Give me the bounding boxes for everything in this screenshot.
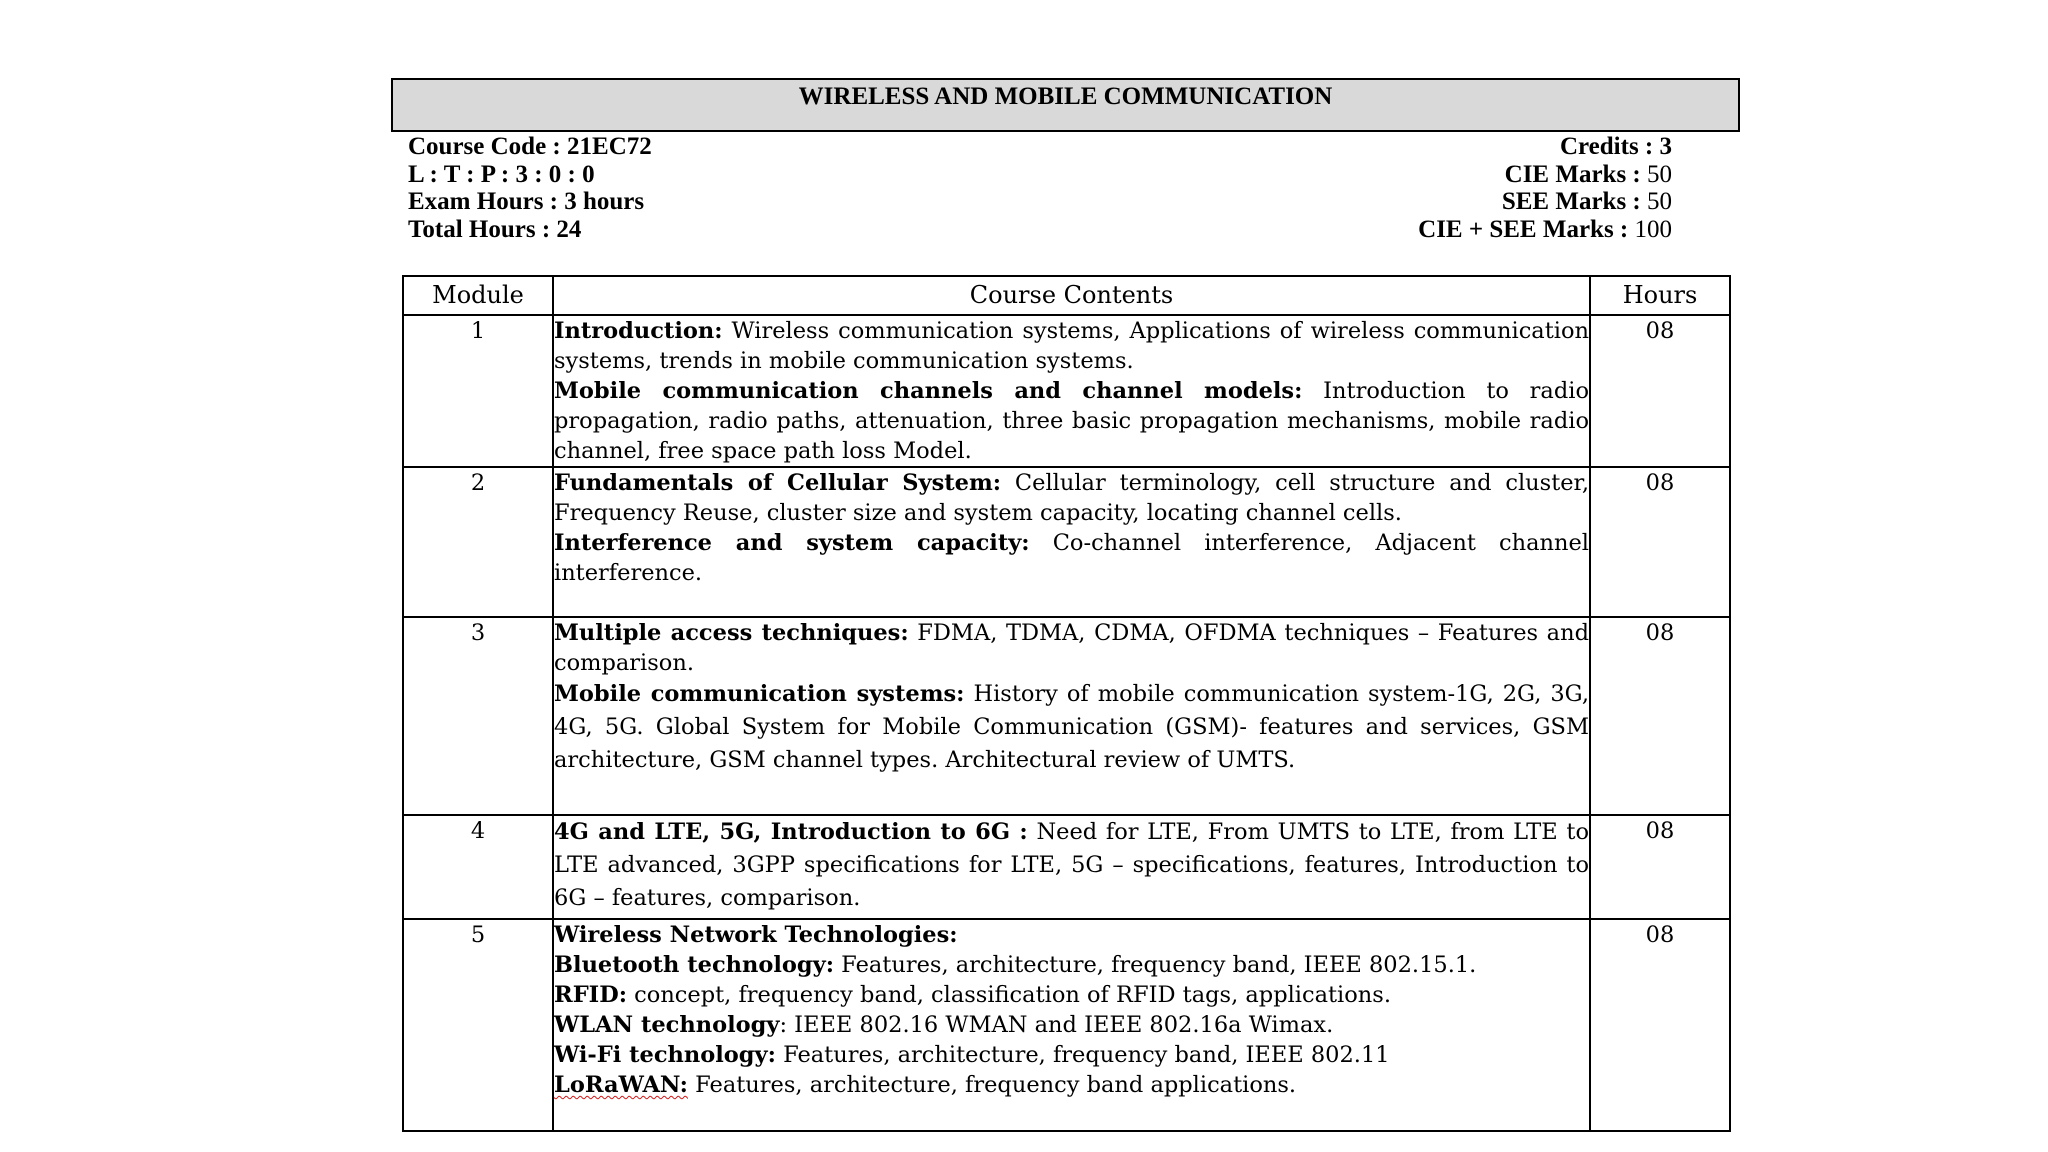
total-hours-line xyxy=(408,216,652,244)
course-code-value: 21EC72 xyxy=(567,133,652,160)
topic-heading: Introduction: xyxy=(554,318,723,344)
total-hours-value: 24 xyxy=(556,215,582,243)
topic-heading: Bluetooth technology: xyxy=(554,952,835,978)
topic-heading: Interference and system capacity: xyxy=(554,530,1030,556)
module-contents xyxy=(553,617,1590,815)
content-paragraph xyxy=(554,678,1589,777)
topic-heading: Wi-Fi technology: xyxy=(554,1042,776,1068)
module-contents xyxy=(553,815,1590,919)
topic-heading: WLAN technology xyxy=(554,1012,780,1038)
module-header: Module xyxy=(403,276,553,315)
ltp-value: T : P : 3 : 0 : 0 xyxy=(443,160,595,188)
cie-marks-value: 50 xyxy=(1647,160,1672,188)
topic-text: Introduction to radio propagation, radio paths, attenuation, three basic propagation mechanisms, mobile radio channel, free space path loss Model. xyxy=(554,378,1589,464)
module-hours: 08 xyxy=(1590,617,1730,815)
content-paragraph xyxy=(554,980,1589,1010)
table-row xyxy=(403,315,1730,467)
content-paragraph xyxy=(554,316,1589,376)
cie-marks-line xyxy=(1418,161,1672,189)
module-number: 5 xyxy=(403,919,553,1131)
topic-text: FDMA, TDMA, CDMA, OFDMA techniques – Features and comparison. xyxy=(554,620,1589,676)
module-number: 4 xyxy=(403,815,553,919)
course-contents-table xyxy=(402,275,1731,1132)
content-paragraph xyxy=(554,920,1589,950)
table-row xyxy=(403,467,1730,617)
content-paragraph xyxy=(554,528,1589,588)
content-paragraph xyxy=(554,376,1589,466)
module-hours: 08 xyxy=(1590,919,1730,1131)
see-marks-value: 50 xyxy=(1647,188,1672,215)
cie-see-marks-value: 100 xyxy=(1634,215,1672,243)
module-number: 3 xyxy=(403,617,553,815)
content-paragraph xyxy=(554,1040,1589,1070)
exam-hours-line xyxy=(408,188,652,216)
hours-header: Hours xyxy=(1590,276,1730,315)
topic-text: Features, architecture, frequency band applications. xyxy=(687,1072,1297,1098)
course-meta-left xyxy=(408,133,652,243)
credits-label: Credits : xyxy=(1559,133,1654,160)
contents-header: Course Contents xyxy=(553,276,1590,315)
module-hours: 08 xyxy=(1590,815,1730,919)
see-marks-label: SEE Marks : xyxy=(1501,188,1641,215)
topic-heading: LoRaWAN: xyxy=(554,1072,688,1098)
content-paragraph xyxy=(554,468,1589,528)
module-contents xyxy=(553,467,1590,617)
exam-hours-value: 3 hours xyxy=(564,188,645,215)
course-code-line xyxy=(408,133,652,161)
topic-heading: 4G and LTE, 5G, Introduction to 6G : xyxy=(554,819,1028,845)
topic-text: History of mobile communication system-1G, 2G, 3G, 4G, 5G. Global System for Mobile Communication (GSM)- features and services, GSM architecture, GSM channel types. Architectural review of UMTS. xyxy=(554,681,1589,773)
module-hours: 08 xyxy=(1590,467,1730,617)
content-paragraph xyxy=(554,950,1589,980)
table-row xyxy=(403,617,1730,815)
topic-text: Features, architecture, frequency band, IEEE 802.11 xyxy=(775,1042,1390,1068)
cie-see-marks-line xyxy=(1418,216,1672,244)
topic-text: concept, frequency band, classification of RFID tags, applications. xyxy=(627,982,1391,1008)
topic-text: : IEEE 802.16 WMAN and IEEE 802.16a Wimax. xyxy=(779,1012,1334,1038)
topic-text: Co-channel interference, Adjacent channel interference. xyxy=(554,530,1589,586)
module-contents xyxy=(553,919,1590,1131)
topic-heading: RFID: xyxy=(554,982,628,1008)
content-paragraph xyxy=(554,1010,1589,1040)
topic-text: Features, architecture, frequency band, IEEE 802.15.1. xyxy=(834,952,1477,978)
cie-marks-label: CIE Marks : xyxy=(1504,160,1641,188)
course-code-label: Course Code : xyxy=(408,133,561,160)
table-header-row xyxy=(403,276,1730,315)
ltp-label: L : xyxy=(408,160,438,188)
see-marks-line xyxy=(1418,188,1672,216)
exam-hours-label: Exam Hours : xyxy=(408,188,558,215)
credits-value: 3 xyxy=(1659,133,1672,160)
module-hours: 08 xyxy=(1590,315,1730,467)
content-paragraph xyxy=(554,816,1589,915)
credits-line xyxy=(1418,133,1672,161)
module-contents xyxy=(553,315,1590,467)
topic-text: Wireless communication systems, Applications of wireless communication systems, trends in mobile communication systems. xyxy=(554,318,1589,374)
content-paragraph xyxy=(554,1070,1589,1100)
course-title: WIRELESS AND MOBILE COMMUNICATION xyxy=(391,78,1740,132)
module-number: 1 xyxy=(403,315,553,467)
topic-heading: Wireless Network Technologies: xyxy=(554,922,958,948)
table-row xyxy=(403,919,1730,1131)
topic-heading: Mobile communication channels and channel models: xyxy=(554,378,1303,404)
module-number: 2 xyxy=(403,467,553,617)
topic-heading: Mobile communication systems: xyxy=(554,681,965,707)
content-paragraph xyxy=(554,618,1589,678)
topic-text: Cellular terminology, cell structure and cluster, Frequency Reuse, cluster size and system capacity, locating channel cells. xyxy=(554,470,1589,526)
ltp-line xyxy=(408,161,652,189)
cie-see-marks-label: CIE + SEE Marks : xyxy=(1418,215,1629,243)
topic-heading: Fundamentals of Cellular System: xyxy=(554,470,1002,496)
table-row xyxy=(403,815,1730,919)
topic-heading: Multiple access techniques: xyxy=(554,620,909,646)
course-meta-right xyxy=(1418,133,1672,243)
topic-text: Need for LTE, From UMTS to LTE, from LTE to LTE advanced, 3GPP specifications for LTE, 5G – specifications, features, Introduction to 6G – features, comparison. xyxy=(554,819,1589,911)
total-hours-label: Total Hours : xyxy=(408,215,551,243)
